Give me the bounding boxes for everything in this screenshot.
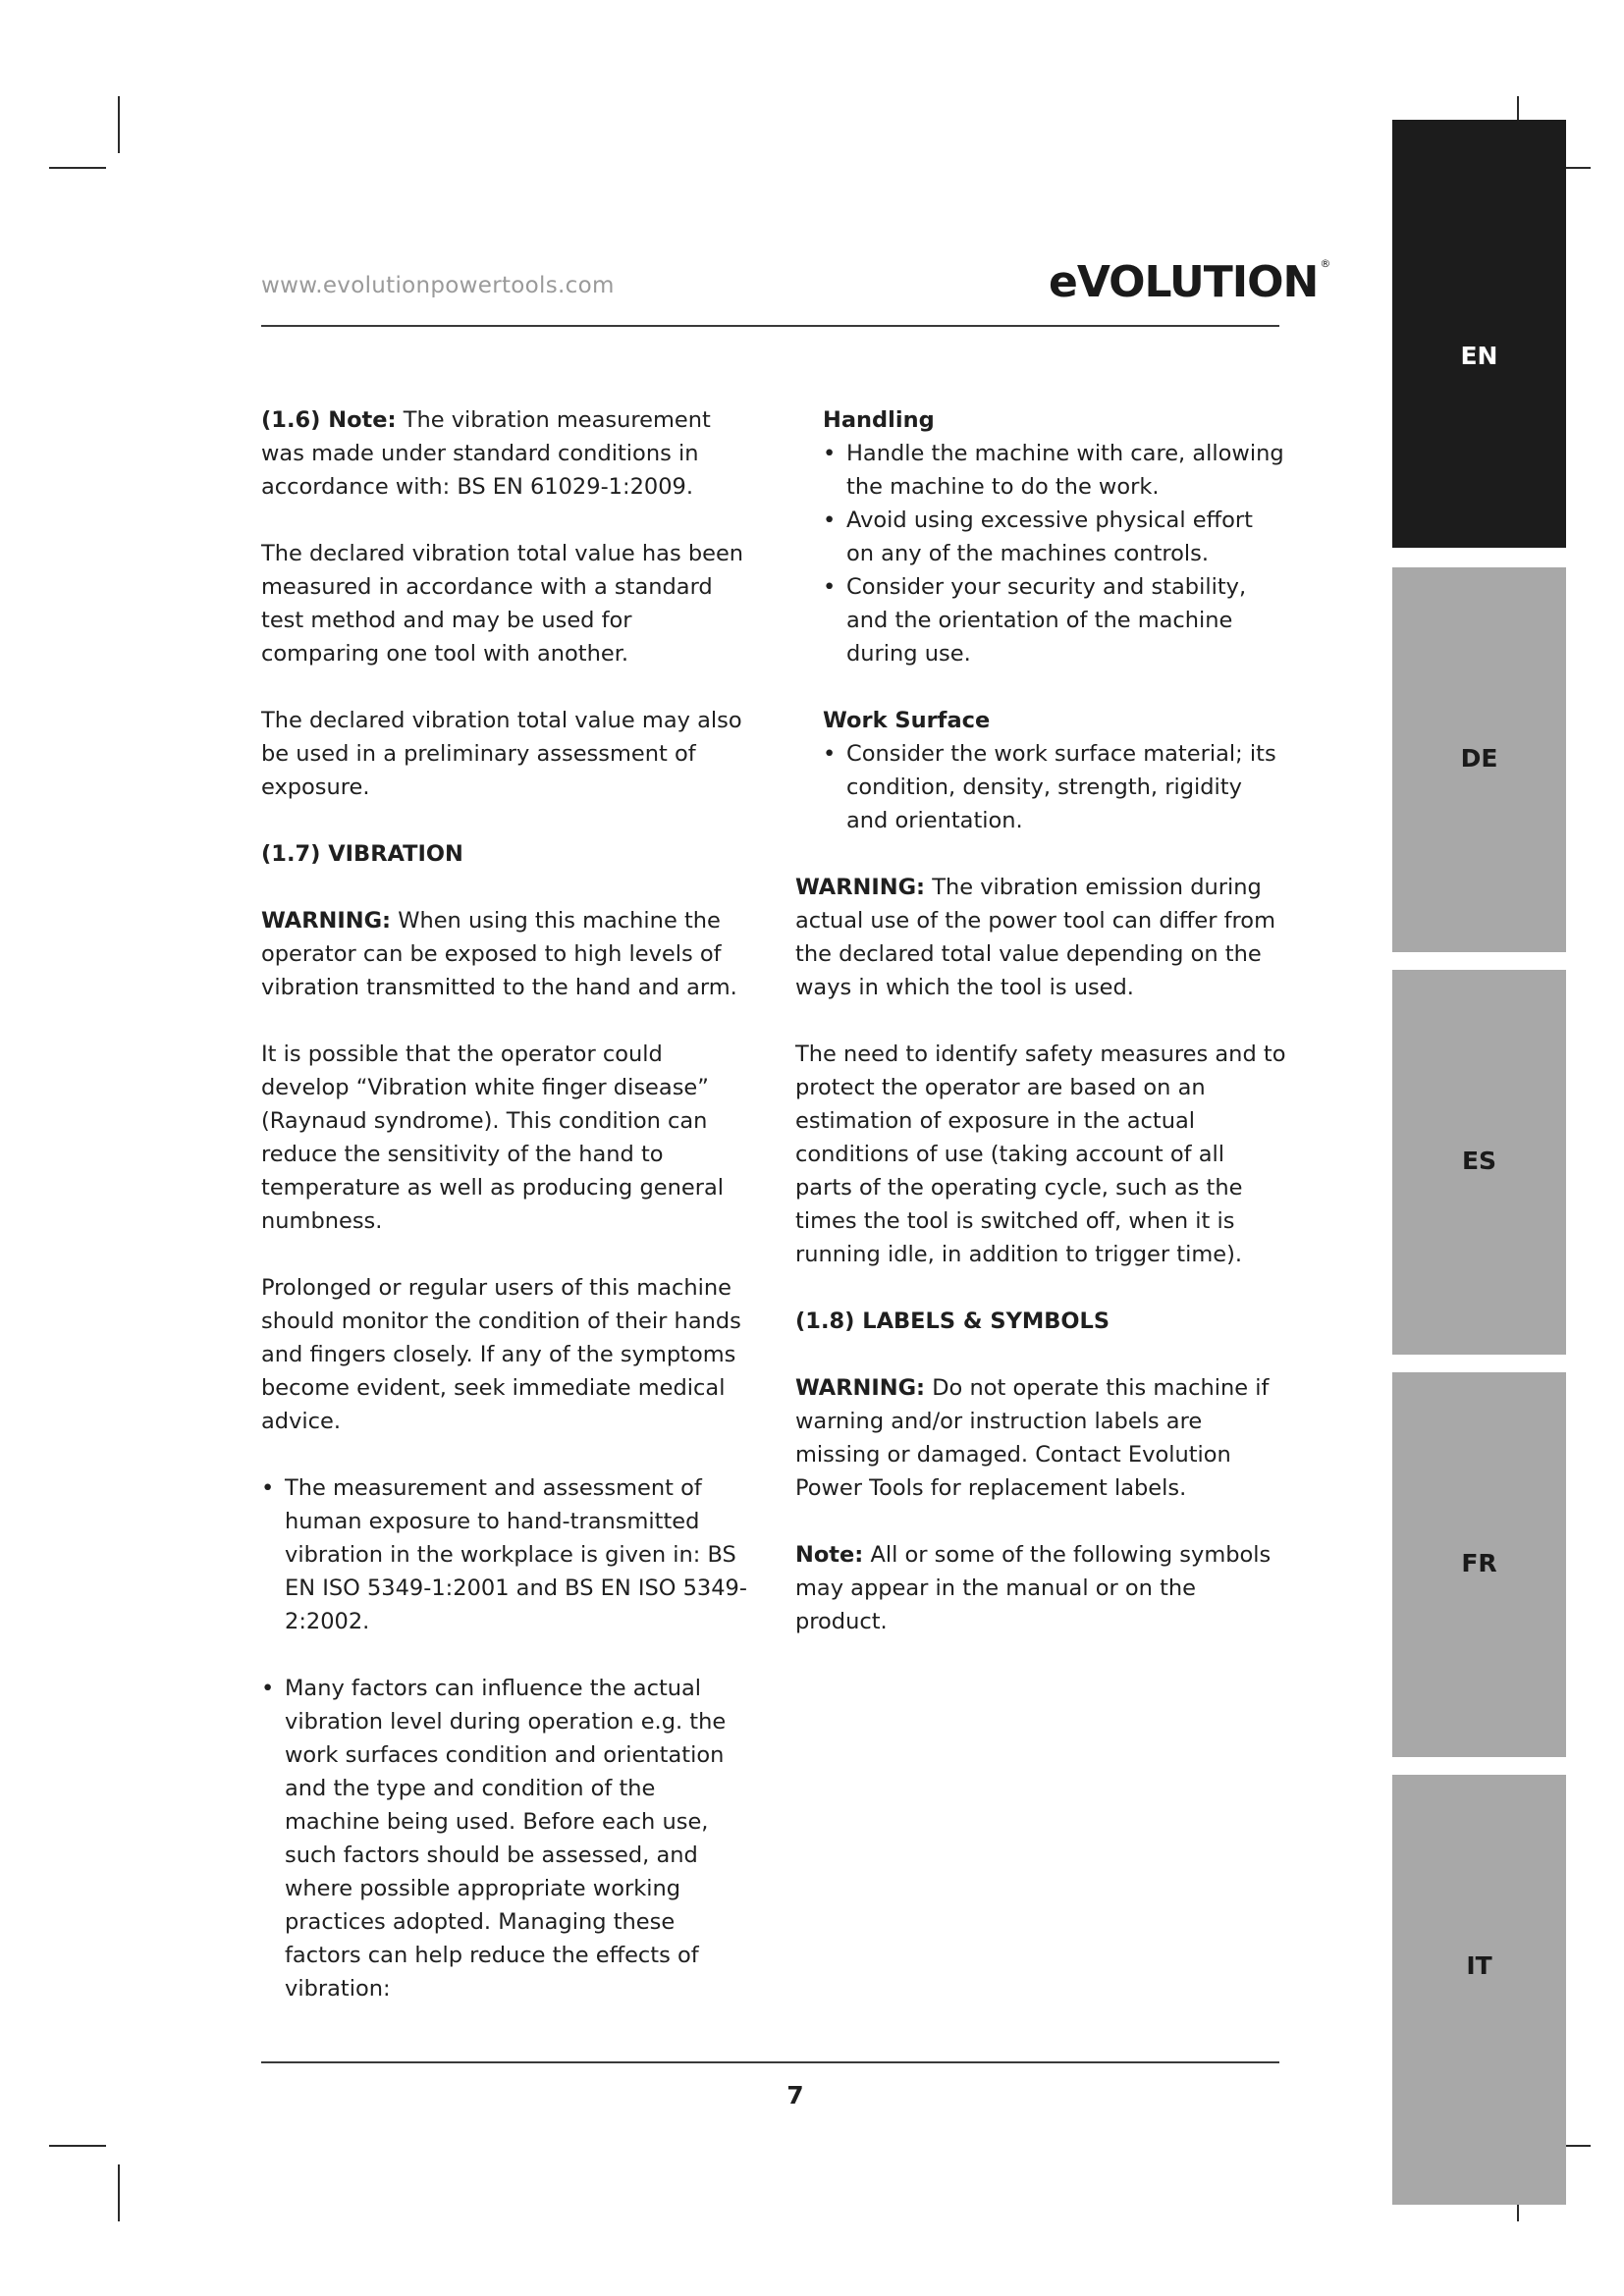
list-item [823,570,1286,670]
crop-mark [118,96,120,153]
handling-section [823,403,1286,670]
list-item [823,504,1286,570]
note-text: The vibration measurement was made under standard conditions in accordance with: BS EN 61029-1:2009. [261,407,711,500]
paragraph: It is possible that the operator could develop “Vibration white finger disease” (Raynaud syndrome). This condition can reduce the sensitivity of the hand to temperature as well as producing general numbness. [261,1041,724,1234]
page-number: 7 [786,2081,804,2109]
warning-paragraph [795,871,1286,1004]
crop-mark [118,2164,120,2221]
work-surface-section [823,704,1286,837]
list-item [261,1471,752,1638]
list-item-text: Avoid using excessive physical effort on any of the machines controls. [846,507,1253,566]
note-label: (1.6) Note: [261,407,397,433]
handling-heading: Handling [823,407,935,433]
language-tab-it[interactable] [1392,1775,1566,2205]
warning-paragraph [795,1371,1286,1505]
bullet: • [823,574,837,600]
language-tab-fr[interactable] [1392,1372,1566,1757]
left-column [261,403,752,2005]
crop-mark [49,2145,106,2147]
list-item [823,737,1286,837]
brand-logo [1049,257,1329,307]
bullet: • [261,1475,275,1501]
tab-label: FR [1461,1549,1497,1577]
section-heading-vibration: (1.7) VIBRATION [261,841,463,867]
work-surface-heading: Work Surface [823,708,991,733]
list-item-text: Many factors can influence the actual vibration level during operation e.g. the work surfaces condition and orientation and the type and condition of the machine being used. Before each use, such factors should be assessed, and where possible appropriate working practices adopted. Managing these factors can help reduce the effects of vibration: [285,1676,727,2002]
list-item-text: The measurement and assessment of human exposure to hand-transmitted vibration in the workplace is given in: BS EN ISO 5349-1:2001 and BS EN ISO 5349-2:2002. [285,1475,747,1634]
note-label: Note: [795,1542,864,1568]
tab-label: ES [1461,1147,1497,1175]
note-paragraph [261,403,752,504]
warning-label: WARNING: [795,1375,926,1401]
logo-text: eVOLUTION [1049,257,1319,307]
footer-rule [261,2061,1279,2063]
logo-registered-mark: ® [1320,257,1330,270]
section-heading-labels-symbols: (1.8) LABELS & SYMBOLS [795,1308,1110,1334]
paragraph: The declared vibration total value may also be used in a preliminary assessment of exposure. [261,708,742,800]
tab-label: DE [1460,744,1498,773]
warning-text: When using this machine the operator can be exposed to high levels of vibration transmitted to the hand and arm. [261,908,737,1000]
language-tab-en[interactable] [1392,120,1566,548]
note-paragraph [795,1538,1286,1638]
note-text: All or some of the following symbols may appear in the manual or on the product. [795,1542,1272,1634]
list-item-text: Consider the work surface material; its condition, density, strength, rigidity and orientation. [846,741,1276,833]
list-item-text: Handle the machine with care, allowing the machine to do the work. [846,441,1284,500]
bullet: • [823,741,837,767]
warning-text: The vibration emission during actual use of the power tool can differ from the declared total value depending on the ways in which the tool is used. [795,875,1275,1000]
warning-text: Do not operate this machine if warning and/or instruction labels are missing or damaged. Contact Evolution Power Tools for replacement labels. [795,1375,1270,1501]
language-tab-es[interactable] [1392,970,1566,1355]
list-item-text: Consider your security and stability, and the orientation of the machine during use. [846,574,1247,667]
warning-paragraph [261,904,752,1004]
paragraph: The declared vibration total value has been measured in accordance with a standard test method and may be used for comparing one tool with another. [261,541,744,667]
list-item [261,1672,752,2005]
warning-label: WARNING: [261,908,392,934]
bullet: • [261,1676,275,1701]
bullet: • [823,507,837,533]
crop-mark [49,167,106,169]
bullet: • [823,441,837,466]
warning-label: WARNING: [795,875,926,900]
right-column [795,403,1286,1672]
tab-label: EN [1460,342,1498,370]
website-url: www.evolutionpowertools.com [261,273,615,298]
tab-label: IT [1466,1951,1492,1980]
language-tab-de[interactable] [1392,567,1566,952]
list-item [823,437,1286,504]
paragraph: The need to identify safety measures and to protect the operator are based on an estimation of exposure in the actual conditions of use (taking account of all parts of the operating cycle, such as the times the tool is switched off, when it is running idle, in addition to trigger time). [795,1041,1286,1267]
header-rule [261,325,1279,327]
paragraph: Prolonged or regular users of this machine should monitor the condition of their hands and fingers closely. If any of the symptoms become evident, seek immediate medical advice. [261,1275,741,1434]
